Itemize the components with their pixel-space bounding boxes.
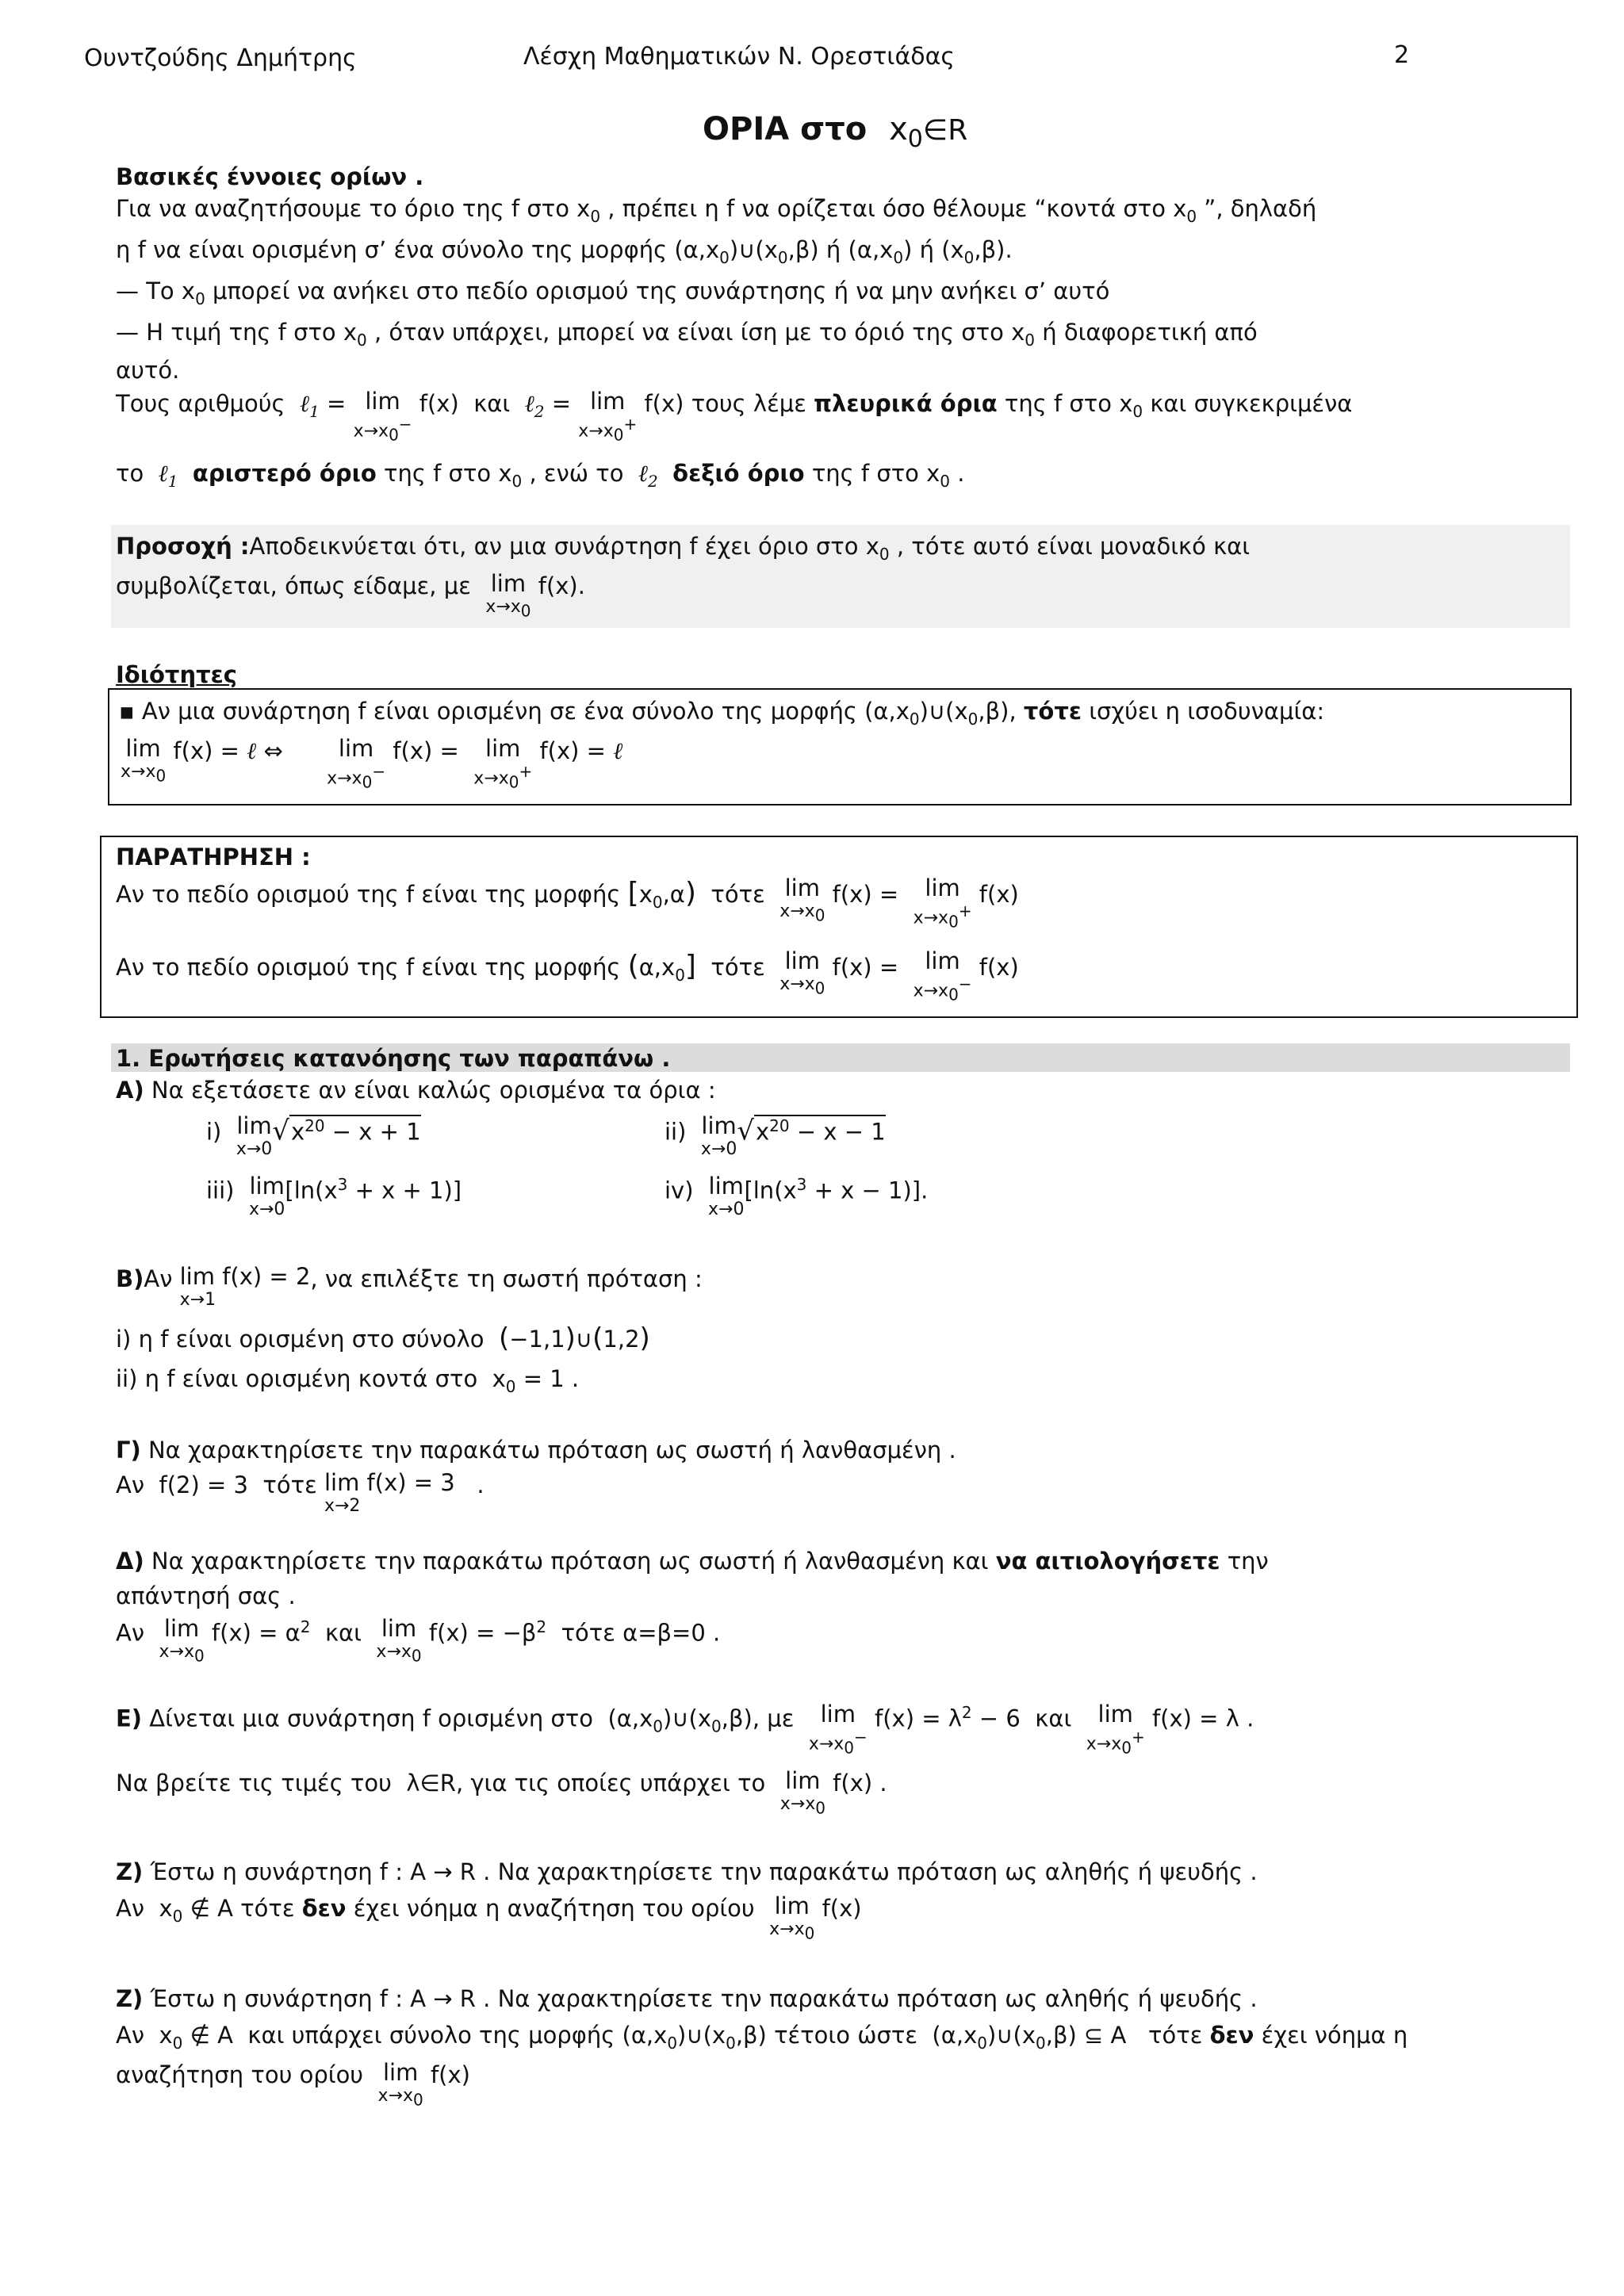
- left-right-limit-line: το ℓ$_1$ αριστερό όριο της f στο $x_0$ , ενώ το ℓ$_2$ δεξιό όριο της f στο $x_0$ .: [116, 460, 965, 491]
- page-number: 2: [1394, 41, 1410, 69]
- question-z2: Ζ) Έστω η συνάρτηση f : A → R . Να χαρακτηρίσετε την παρακάτω πρόταση ως αληθής ή ψευδής .: [116, 1985, 1258, 2012]
- question-b: Β)Αν lim f(x) = 2 x→1 , να επιλέξτε τη σωστή πρόταση :: [116, 1263, 703, 1310]
- remark-line1: Αν το πεδίο ορισμού της f είναι της μορφής $[x_0,\alpha)$ τότε lim $x\to x_0$ f(x) = lim $x\to x_0^+$ f(x): [116, 874, 1019, 932]
- header-club: Λέσχη Μαθηματικών Ν. Ορεστιάδας: [523, 43, 955, 71]
- attention-line2: συμβολίζεται, όπως είδαμε, με lim $x\to x_0$ f(x).: [116, 570, 585, 621]
- question-d-line2: απάντησή σας .: [116, 1582, 296, 1609]
- attention-line1: Προσοχή :Αποδεικνύεται ότι, αν μια συνάρτηση f έχει όριο στο $x_0$ , τότε αυτό είναι μοναδικό και: [116, 533, 1251, 564]
- basics-dash1: — Το $x_0$ μπορεί να ανήκει στο πεδίο ορισμού της συνάρτησης ή να μην ανήκει σ’ αυτό: [116, 277, 1110, 308]
- header-author: Ουντζούδης Δημήτρης: [84, 44, 357, 72]
- properties-heading: Ιδιότητες: [116, 661, 237, 688]
- question-z1: Ζ) Έστω η συνάρτηση f : A → R . Να χαρακτηρίσετε την παρακάτω πρόταση ως αληθής ή ψευδής .: [116, 1858, 1258, 1885]
- remark-line2: Αν το πεδίο ορισμού της f είναι της μορφής $(\alpha,x_0]$ τότε lim $x\to x_0$ f(x) = lim $x\to x_0^-$ f(x): [116, 947, 1019, 1004]
- question-a-i: i) lim x→0 $√x^{20} - x + 1$: [206, 1112, 421, 1159]
- properties-equivalence: lim $x\to x_0$ f(x) = ℓ ⇔ lim $x\to x_0^-$ f(x) = lim $x\to x_0^+$ f(x) = ℓ: [121, 735, 623, 792]
- question-a-ii: ii) lim x→0 $√x^{20} - x - 1$: [665, 1112, 886, 1159]
- basics-dash2-end: αυτό.: [116, 357, 180, 384]
- question-e-line2: Να βρείτε τις τιμές του λ∈R, για τις οποίες υπάρχει το lim $x\to x_0$ f(x) .: [116, 1767, 887, 1818]
- basics-line1: Για να αναζητήσουμε το όριο της f στο $x_0$ , πρέπει η f να ορίζεται όσο θέλουμε “κοντά στο $x_0$ ”, δηλαδή: [116, 195, 1317, 226]
- question-e: Ε) Δίνεται μια συνάρτηση f ορισμένη στο $(\alpha,x_0)\cup(x_0,\beta)$, με lim $x\to x_0^-$ $f(x) = \lambda^2 - 6$ και lim $x\to x_0^+$ f(x) = λ .: [116, 1701, 1254, 1758]
- question-d: Δ) Να χαρακτηρίσετε την παρακάτω πρόταση ως σωστή ή λανθασμένη και να αιτιολογήσετε την: [116, 1548, 1269, 1575]
- question-g-line: Αν f(2) = 3 τότε lim f(x) = 3 x→2 .: [116, 1469, 485, 1516]
- side-limits-line: Τους αριθμούς ℓ$_1$ = lim $x\to x_0^-$ f(x) και ℓ$_2$ = lim $x\to x_0^+$ f(x) τους λέμε πλευρικά όρια της f στο $x_0$ και συγκεκριμένα: [116, 388, 1353, 445]
- basics-heading: Βασικές έννοιες ορίων .: [116, 163, 424, 190]
- question-b-ii: ii) η f είναι ορισμένη κοντά στο $x_0 = 1$ .: [116, 1365, 580, 1396]
- page-title: ΟΡΙΑ στο $x_0\in R$: [703, 111, 968, 153]
- question-d-line3: Αν lim $x\to x_0$ $f(x) = \alpha^2$ και lim $x\to x_0$ $f(x) = -\beta^2$ τότε α=β=0 .: [116, 1615, 721, 1666]
- question-g: Γ) Να χαρακτηρίσετε την παρακάτω πρόταση ως σωστή ή λανθασμένη .: [116, 1437, 956, 1464]
- question-z1-line: Αν $x_0$ ∉ A τότε δεν έχει νόημα η αναζήτηση του ορίου lim $x\to x_0$ f(x): [116, 1892, 862, 1943]
- question-b-i: i) η f είναι ορισμένη στο σύνολο (−1,1)∪(1,2): [116, 1322, 650, 1354]
- question-a-iii: iii) lim x→0 $[\ln(x^3 + x + 1)]$: [206, 1173, 462, 1219]
- question-a: Α) Να εξετάσετε αν είναι καλώς ορισμένα τα όρια :: [116, 1077, 716, 1104]
- question-z2-line2: αναζήτηση του ορίου lim $x\to x_0$ f(x): [116, 2059, 470, 2110]
- question-a-iv: iv) lim x→0 $[\ln(x^3 + x - 1)]$.: [665, 1173, 929, 1219]
- basics-line2: η f να είναι ορισμένη σ’ ένα σύνολο της μορφής $(\alpha,x_0)\cup(x_0,\beta)$ ή $(\alpha,x_0)$ ή $(x_0,\beta)$.: [116, 236, 1013, 267]
- question-z2-line1: Αν $x_0$ ∉ A και υπάρχει σύνολο της μορφής $(\alpha,x_0)\cup(x_0,\beta)$ τέτοιο ώστε $(\alpha,x_0)\cup(x_0,\beta)$ ⊆ A τότε δεν έχει νόημα η: [116, 2022, 1408, 2053]
- properties-line1: ▪ Αν μια συνάρτηση f είναι ορισμένη σε ένα σύνολο της μορφής $(\alpha,x_0)\cup(x_0,\beta)$, τότε ισχύει η ισοδυναμία:: [119, 698, 1325, 729]
- basics-dash2: — Η τιμή της f στο $x_0$ , όταν υπάρχει, μπορεί να είναι ίση με το όριό της στο $x_0$ ή διαφορετική από: [116, 319, 1258, 350]
- questions-heading: 1. Ερωτήσεις κατανόησης των παραπάνω .: [116, 1045, 671, 1072]
- remark-heading: ΠΑΡΑΤΗΡΗΣΗ :: [116, 844, 311, 871]
